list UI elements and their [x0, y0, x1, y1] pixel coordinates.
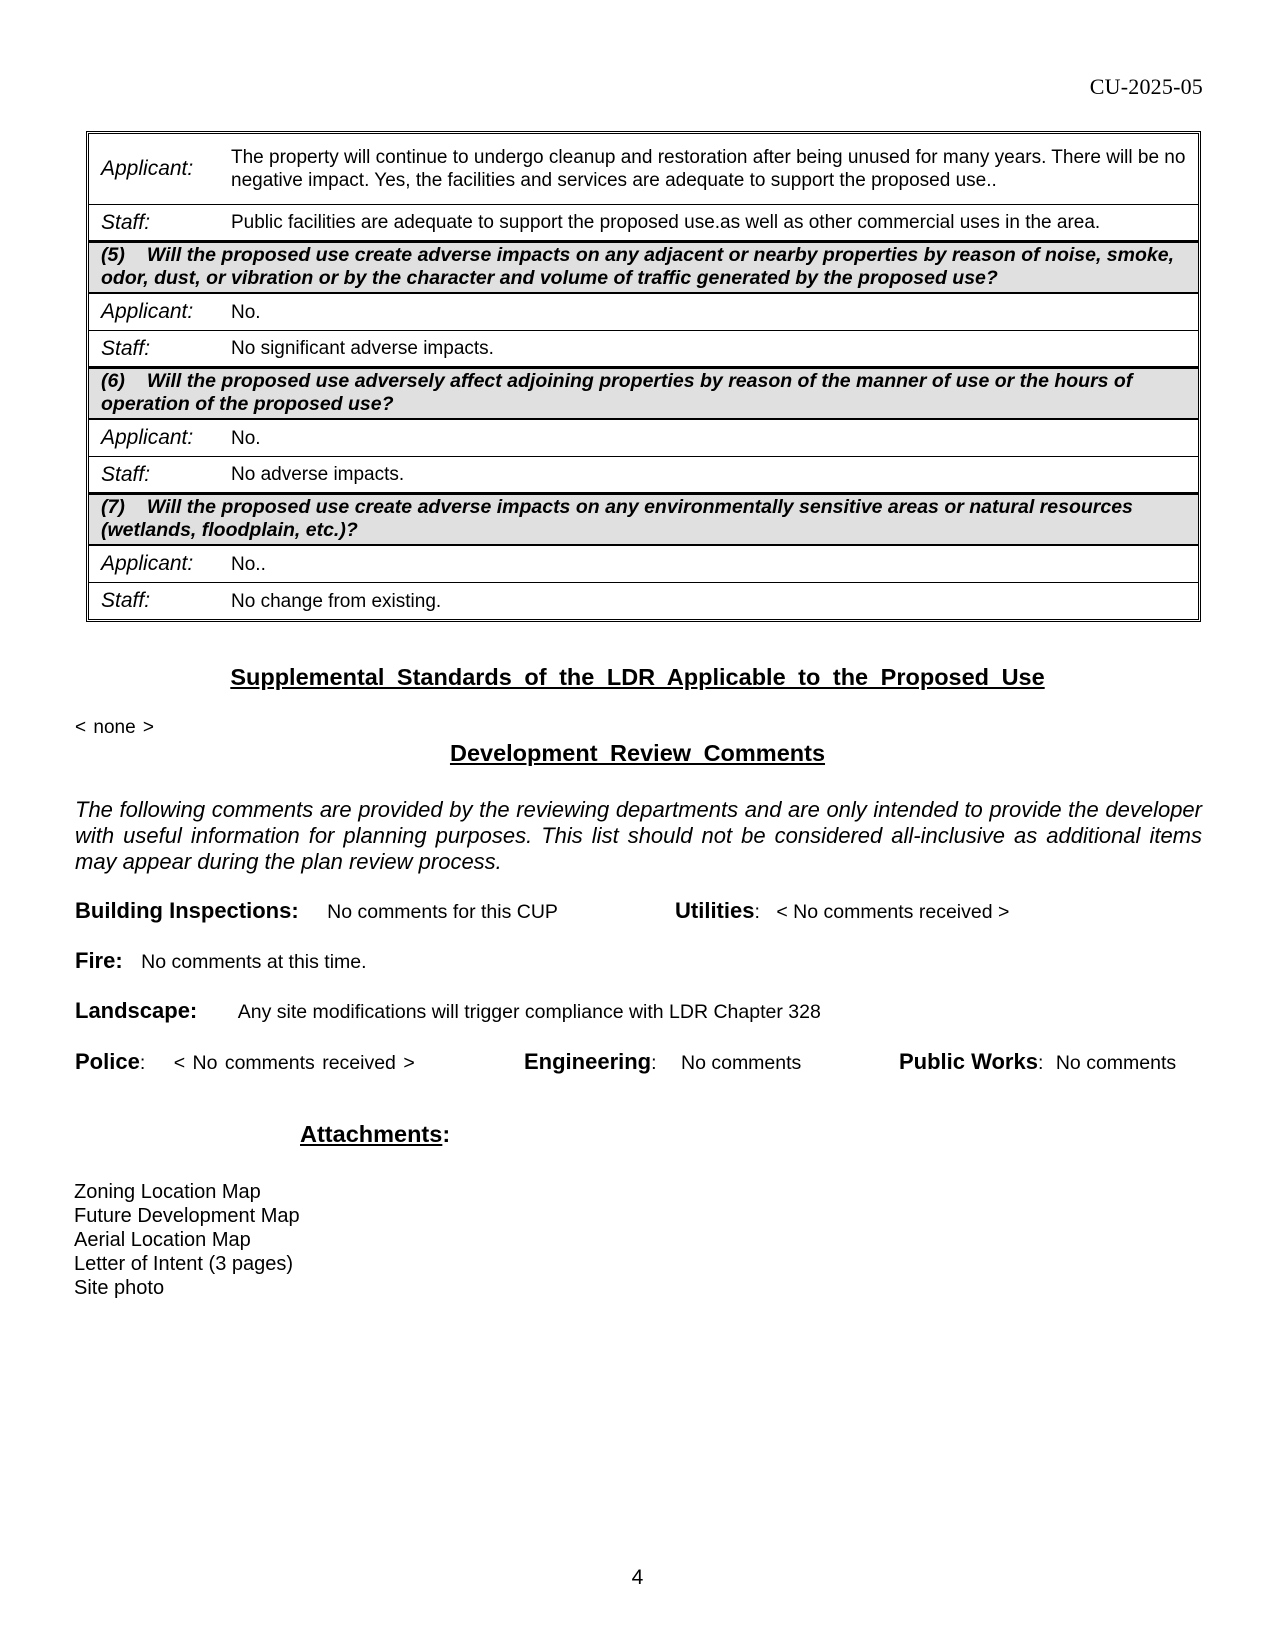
- building-inspections-label: Building Inspections:: [75, 898, 299, 923]
- supplemental-standards-value: < none >: [75, 717, 155, 738]
- applicant-response: The property will continue to undergo cleanup and restoration after being unused for many years. There will be no negative impact. Yes, the facilities and services are adequate to support the proposed use..: [231, 134, 1198, 205]
- staff-response: No change from existing.: [231, 590, 442, 612]
- staff-response: No adverse impacts.: [231, 457, 1198, 493]
- question-6: [89, 367, 1198, 420]
- list-item: Site photo: [74, 1277, 165, 1299]
- question-number: (6): [101, 370, 125, 392]
- police-label: Police: [75, 1049, 140, 1074]
- public-works-comment: Public Works: No comments: [899, 1049, 1177, 1074]
- utilities-value: < No comments received >: [776, 901, 1010, 923]
- public-works-value: No comments: [1055, 1052, 1177, 1074]
- list-item: Letter of Intent (3 pages): [74, 1253, 294, 1275]
- table-row: [89, 457, 1198, 493]
- attachments-list: [74, 1180, 300, 1300]
- question-7: [89, 493, 1198, 546]
- staff-label: Staff:: [89, 205, 231, 241]
- table-row: [89, 420, 1198, 457]
- fire-value: No comments at this time.: [141, 951, 367, 973]
- table-row: [89, 331, 1198, 367]
- applicant-label: Applicant:: [89, 134, 231, 205]
- question-row: [89, 493, 1198, 546]
- attachments-heading-text: Attachments: [300, 1121, 443, 1147]
- staff-response: Public facilities are adequate to support the proposed use.as well as other commercial uses in the area.: [231, 205, 1198, 241]
- review-criteria-table: [86, 131, 1201, 622]
- table-row: [89, 546, 1198, 583]
- page-number: 4: [631, 1566, 644, 1589]
- fire-comment: [75, 948, 367, 974]
- applicant-label: Applicant:: [89, 546, 231, 583]
- development-review-heading: Development Review Comments: [449, 740, 826, 766]
- question-5: [89, 241, 1198, 294]
- landscape-comment: [75, 998, 821, 1024]
- staff-label: Staff:: [89, 457, 231, 493]
- fire-label: Fire:: [75, 948, 123, 973]
- question-text: Will the proposed use adversely affect adjoining properties by reason of the manner of use or the hours of operation of the proposed use?: [101, 370, 1133, 415]
- question-number: (5): [101, 244, 125, 266]
- question-row: [89, 367, 1198, 420]
- question-text: Will the proposed use create adverse impacts on any environmentally sensitive areas or natural resources (wetlands, floodplain, etc.)?: [101, 496, 1133, 541]
- case-number: CU-2025-05: [1089, 74, 1203, 99]
- applicant-response: No.: [231, 420, 1198, 457]
- applicant-response: No.: [231, 294, 1198, 331]
- list-item: Future Development Map: [74, 1205, 300, 1227]
- landscape-label: Landscape:: [75, 998, 198, 1023]
- public-works-label: Public Works: [899, 1049, 1038, 1074]
- table-row: [89, 205, 1198, 241]
- engineering-label: Engineering: [524, 1049, 652, 1074]
- question-text: Will the proposed use create adverse impacts on any adjacent or nearby properties by reason of noise, smoke, odor, dust, or vibration or by the character and volume of traffic generated by the proposed use?: [101, 244, 1175, 289]
- staff-label: Staff:: [101, 589, 151, 612]
- engineering-value: No comments: [681, 1052, 802, 1074]
- landscape-value: Any site modifications will trigger compliance with LDR Chapter 328: [237, 1001, 821, 1023]
- police-comment: Police: < No comments received >: [75, 1049, 415, 1074]
- engineering-comment: Engineering: No comments: [524, 1049, 802, 1074]
- applicant-response: No..: [231, 546, 1198, 583]
- table-row: [89, 134, 1198, 205]
- list-item: Zoning Location Map: [74, 1181, 261, 1203]
- staff-label: Staff:: [89, 331, 231, 367]
- attachments-heading: Attachments:: [300, 1121, 451, 1147]
- supplemental-standards-heading: Supplemental Standards of the LDR Applicable to the Proposed Use: [230, 664, 1045, 690]
- table-row: [89, 583, 1198, 619]
- question-number: (7): [101, 496, 125, 518]
- review-intro-paragraph: The following comments are provided by the reviewing departments and are only intended to provide the developer with useful information for planning purposes. This list should not be considered all-inclusive as additional items may appear during the plan review process.: [75, 797, 1202, 874]
- table-row: [89, 294, 1198, 331]
- building-inspections-value: No comments for this CUP: [327, 901, 558, 923]
- applicant-label: Applicant:: [89, 294, 231, 331]
- utilities-comment: Utilities: < No comments received >: [675, 898, 1010, 923]
- utilities-label: Utilities: [675, 898, 755, 923]
- staff-response: No significant adverse impacts.: [231, 331, 1198, 367]
- question-row: [89, 241, 1198, 294]
- applicant-label: Applicant:: [89, 420, 231, 457]
- building-inspections-comment: [75, 898, 558, 924]
- list-item: Aerial Location Map: [74, 1229, 251, 1251]
- police-value: < No comments received >: [173, 1052, 415, 1074]
